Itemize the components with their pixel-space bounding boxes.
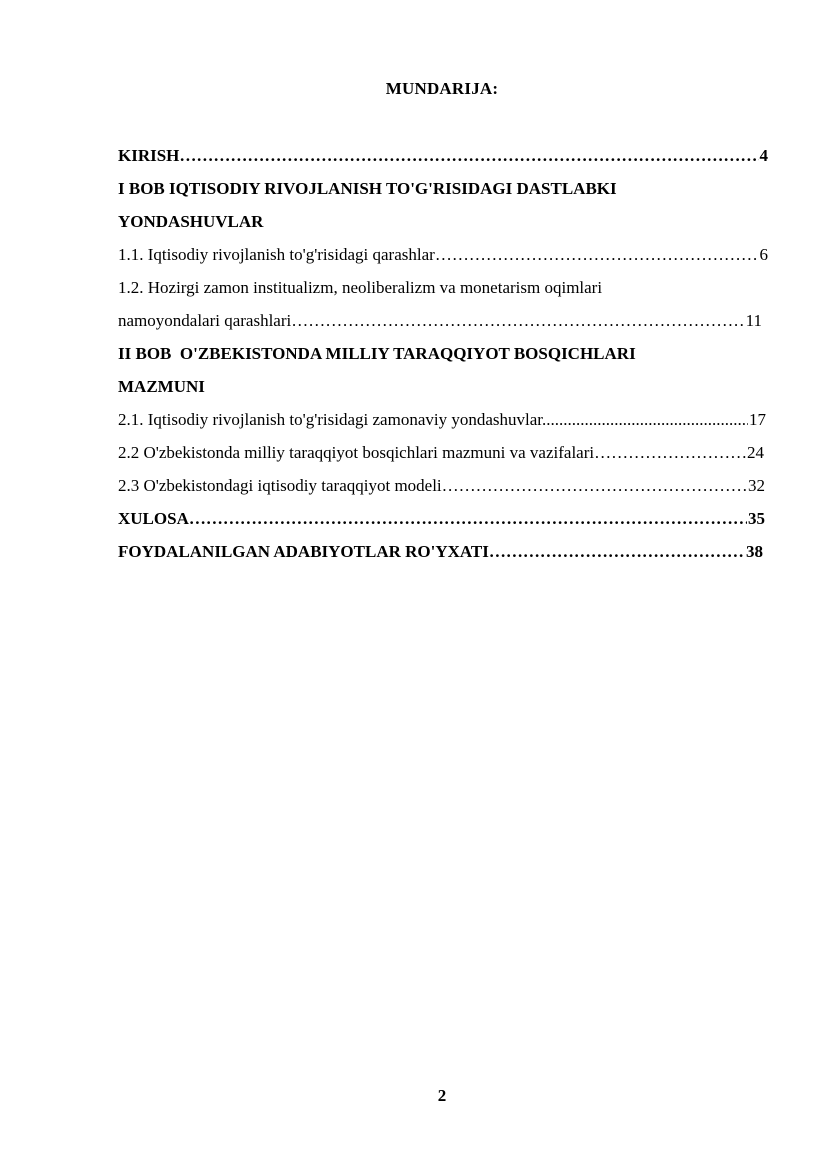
toc-entry-title: 1.1. Iqtisodiy rivojlanish to'g'risidagi qarashlar ……………………………………………………………………………………………………………………………………………………………………………… [118,245,768,264]
toc-entry[interactable] [118,307,762,340]
toc-entry-title: namoyondalari qarashlari ……………………………………………………………………………………………………………………………………………………………………………… [118,311,762,330]
toc-entry-title: YONDASHUVLAR [118,212,264,231]
toc-entry-page: 11 [745,307,762,335]
toc-entry[interactable] [118,373,768,406]
toc-entry[interactable] [118,274,768,307]
toc-entry-page: 24 [746,439,764,467]
toc-entry-title: KIRISH ……………………………………………………………………………………………………………………………………………………………………………… [118,146,768,165]
toc-entry-title: XULOSA ……………………………………………………………………………………………………………………………………………………………………………… [118,509,765,528]
toc-entry[interactable] [118,439,764,472]
page-number: 2 [437,1086,447,1105]
toc-entry-page: 4 [759,142,769,170]
toc-entry-title: FOYDALANILGAN ADABIYOTLAR RO'YXATI ……………………………………………………………………………………………………………………………………………………………………………… [118,542,763,561]
toc-entry[interactable] [118,406,766,439]
toc-entry[interactable] [118,472,765,505]
toc-entry[interactable] [118,175,768,208]
toc-entry-page: 38 [745,538,763,566]
toc-entry[interactable] [118,505,765,538]
toc-entry-title: I BOB IQTISODIY RIVOJLANISH TO'G'RISIDAGI DASTLABKI [118,179,617,198]
toc-entry[interactable] [118,208,768,241]
toc-entry-title: MAZMUNI [118,377,205,396]
toc-entry[interactable] [118,538,763,571]
toc-entry-title: II BOB O'ZBEKISTONDA MILLIY TARAQQIYOT BOSQICHLARI [118,344,636,363]
toc-entry-page: 6 [759,241,769,269]
toc-entry[interactable] [118,241,768,274]
toc-entry-title: 1.2. Hozirgi zamon institualizm, neoliberalizm va monetarism oqimlari [118,278,603,297]
toc-entry-title: 2.1. Iqtisodiy rivojlanish to'g'risidagi zamonaviy yondashuvlar ..... [118,410,766,429]
toc-entry[interactable] [118,340,768,373]
toc-entry-page: 17 [748,406,766,434]
toc-entry-page: 35 [747,505,765,533]
toc-entry-title: 2.3 O'zbekistondagi iqtisodiy taraqqiyot modeli ……………………………………………………………………………………………………………………………………………………………………………… [118,476,765,495]
toc-entry-page: 32 [747,472,765,500]
toc-entry-title: 2.2 O'zbekistonda milliy taraqqiyot bosqichlari mazmuni va vazifalari ……………………………………………………………………………………………………………………………………………………………………………… [118,443,764,462]
table-of-contents [118,142,768,571]
toc-entry[interactable] [118,142,768,175]
page-title: MUNDARIJA: [385,79,499,98]
